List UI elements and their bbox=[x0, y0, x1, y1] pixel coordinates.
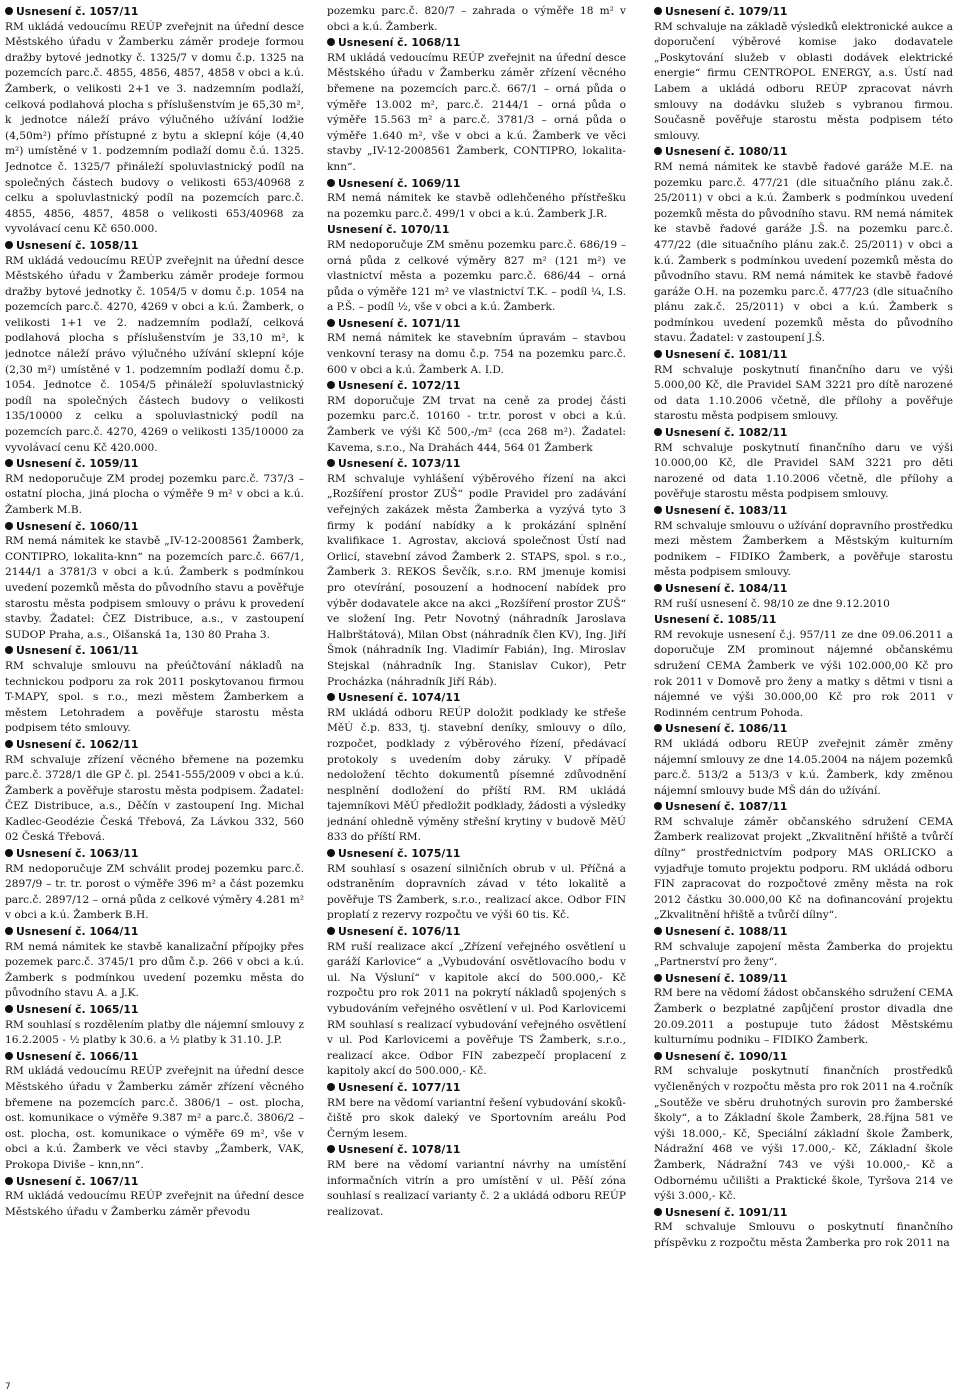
resolution-number: Usnesení č. 1079/11 bbox=[665, 5, 788, 18]
bullet-icon bbox=[654, 927, 662, 935]
resolution-number: Usnesení č. 1060/11 bbox=[16, 519, 139, 533]
bullet-icon bbox=[654, 584, 662, 592]
resolution-item bbox=[5, 1174, 304, 1221]
resolution-text: RM schvaluje záměr občanského sdružení CEMA Žamberk realizovat projekt „Zkvalitnění hřiště a tvůrčí dílny“ prostřednictvím podpory MAS ORLICKO a vyjadřuje tomuto projektu podporu. RM ukládá odboru FIN zapracovat do rozpočtové změny města na rok 2012 částku 30.000,00 Kč na dofinancování projektu „Zkvalitnění hřiště a tvůrčí dílny“. bbox=[654, 815, 953, 922]
bullet-icon bbox=[5, 646, 13, 654]
resolution-heading bbox=[5, 924, 304, 940]
resolution-item bbox=[654, 425, 953, 503]
resolution-number: Usnesení č. 1075/11 bbox=[338, 847, 461, 861]
resolution-heading bbox=[327, 35, 626, 51]
resolution-number: Usnesení č. 1074/11 bbox=[338, 691, 461, 705]
bullet-icon bbox=[654, 350, 662, 358]
resolution-text: RM schvaluje smlouvu na přeúčtování nákladů na technickou podporu za rok 2011 poskytovanou firmou T-MAPY, spol. s r.o., mezi městem Žamberkem a městem Letohradem a pověřuje starostu města podpisem této smlouvy. bbox=[5, 659, 304, 735]
resolution-item bbox=[327, 4, 626, 35]
resolution-heading bbox=[654, 971, 953, 987]
resolution-number: Usnesení č. 1057/11 bbox=[16, 5, 139, 18]
column-2 bbox=[327, 4, 626, 1220]
resolution-heading bbox=[327, 1080, 626, 1096]
resolution-text: RM nemá námitek ke stavebním úpravám – stavbou venkovní terasy na domu č.p. 754 na pozemku parc.č. 600 v obci a k.ú. Žamberk A. I.D. bbox=[327, 332, 626, 376]
resolution-number: Usnesení č. 1068/11 bbox=[338, 36, 461, 50]
resolution-item bbox=[654, 799, 953, 924]
resolution-item bbox=[5, 643, 304, 737]
resolution-heading bbox=[327, 456, 626, 472]
resolution-heading bbox=[327, 1142, 626, 1158]
resolution-text: RM ruší realizace akcí „Zřízení veřejného osvětlení u garáží Karlovice“ a „Vybudování osvětlovacího bodu v ul. Na Výsluní“ v kapitole akcí do 500.000,- Kč rozpočtu pro rok 2011 na pokrytí nákladů spojených s vybudováním veřejného osvětlení v ul. Pod Karlovicemi RM souhlasí s realizací vybudování veřejného osvětlení v ul. Pod Karlovicemi a pověřuje TS Žamberk, s.r.o., realizací akce. Odbor FIN zabezpečí proplacení z kapitoly akcí do 500.000,- Kč. bbox=[327, 940, 626, 1078]
resolution-text: RM ruší usnesení č. 98/10 ze dne 9.12.2010 bbox=[654, 597, 890, 610]
resolution-heading bbox=[5, 1174, 304, 1190]
resolution-text: RM nemá námitek ke stavbě „IV-12-2008561 Žamberk, CONTIPRO, lokalita-knn“ na pozemcích parc.č. 667/1, 2144/1 a 3781/3 v obci a k.ú. Žamberk s podmínkou uvedení pozemků města do původního stavu a pověřuje starostu města podpisem smlouvy o právu k provedení stavby. Žadatel: ČEZ Distribuce, a.s., v zastoupení SUDOP Praha, a.s., Olšanská 1a, 130 80 Praha 3. bbox=[5, 535, 304, 641]
resolution-text: RM ukládá vedoucímu REÚP zveřejnit na úřední desce Městského úřadu v Žamberku záměr zřízení věcného břemene na pozemcích parc.č. 3806/1 – ost. plocha, ost. komunikace o výměře 9.387 m² a parc.č. 3806/2 – ost. plocha, ost. komunikace o výměře 69 m², vše v obci a k.ú. Žamberk ve věci stavby „Žamberk, VAK, Prokopa Diviše – knn,nn“. bbox=[5, 1065, 304, 1171]
bullet-icon bbox=[327, 693, 335, 701]
resolution-text: pozemku parc.č. 820/7 – zahrada o výměře 18 m² v obci a k.ú. Žamberk. bbox=[327, 5, 626, 33]
resolution-number: Usnesení č. 1085/11 bbox=[654, 613, 777, 627]
resolution-heading bbox=[5, 238, 304, 254]
resolution-heading bbox=[654, 347, 953, 363]
resolution-text: RM bere na vědomí variantní řešení vybudování skokůčiště pro skok daleký ve Sportovním areálu Pod Černým lesem. bbox=[327, 1096, 626, 1140]
resolution-number: Usnesení č. 1076/11 bbox=[338, 925, 461, 939]
resolution-item bbox=[327, 924, 626, 1080]
bullet-icon bbox=[5, 1052, 13, 1060]
resolution-item bbox=[5, 456, 304, 518]
resolution-text: RM schvaluje poskytnutí finančního daru ve výši 10.000,00 Kč, dle Pravidel SAM 3221 pro děti narozené od data 1.10.2006 včetně, dle přílohy a pověřuje starostu města podpisem smlouvy. bbox=[654, 441, 953, 501]
resolution-number: Usnesení č. 1091/11 bbox=[665, 1205, 788, 1219]
bullet-icon bbox=[5, 522, 13, 530]
resolution-number: Usnesení č. 1061/11 bbox=[16, 644, 139, 658]
resolution-heading bbox=[327, 316, 626, 332]
resolution-heading bbox=[5, 519, 304, 535]
resolution-text: RM nemá námitek ke stavbě odlehčeného přístřešku na pozemku parc.č. 499/1 v obci a k.ú. Žamberk J.R. bbox=[327, 192, 626, 220]
resolution-number: Usnesení č. 1071/11 bbox=[338, 316, 461, 330]
resolution-item bbox=[654, 4, 953, 144]
resolution-text: RM doporučuje ZM trvat na ceně za prodej části pozemku parc.č. 10160 - tr.tr. porost v obci a k.ú. Žamberk ve výši Kč 500,-/m² (cca 268 m²). Žadatel: Kavema, s.r.o., Na Drahách 444, 564 01 Žamberk bbox=[327, 394, 626, 454]
bullet-icon bbox=[327, 179, 335, 187]
resolution-item bbox=[654, 612, 953, 721]
column-1 bbox=[5, 4, 304, 1220]
resolution-heading bbox=[654, 1049, 953, 1065]
resolution-number: Usnesení č. 1077/11 bbox=[338, 1080, 461, 1094]
resolution-text: RM ukládá vedoucímu REÚP zveřejnit na úřední desce Městského úřadu v Žamberku záměr převodu bbox=[5, 1190, 304, 1218]
resolution-number: Usnesení č. 1088/11 bbox=[665, 925, 788, 939]
resolution-item bbox=[654, 347, 953, 425]
resolution-number: Usnesení č. 1058/11 bbox=[16, 238, 139, 252]
bullet-icon bbox=[5, 1177, 13, 1185]
column-3 bbox=[654, 4, 953, 1252]
page-number: 7 bbox=[5, 1382, 11, 1392]
resolution-item bbox=[327, 316, 626, 378]
resolution-heading bbox=[5, 1002, 304, 1018]
resolution-number: Usnesení č. 1059/11 bbox=[16, 457, 139, 471]
resolution-text: RM schvaluje poskytnutí finančního daru ve výši 5.000,00 Kč, dle Pravidel SAM 3221 pro dítě narozené od data 1.10.2006 včetně, dle přílohy a pověřuje starostu města podpisem smlouvy. bbox=[654, 363, 953, 423]
resolution-text: RM nedoporučuje ZM prodej pozemku parc.č. 737/3 – ostatní plocha, jiná plocha o výměře 9 m² v obci a k.ú. Žamberk M.B. bbox=[5, 472, 304, 516]
resolution-item bbox=[654, 971, 953, 1049]
bullet-icon bbox=[327, 381, 335, 389]
resolution-text: RM ukládá odboru REÚP doložit podklady ke střeše MěÚ č.p. 833, tj. stavební deníky, smlouvy o dílo, rozpočet, podklady z výběrového řízení, předávací protokoly s uvedením doby záruky. V případě nedoložení těchto dokumentů písemné zdůvodnění nesplnění dodložení do příští RM. RM ukládá tajemníkovi MěÚ předložit podklady, žádosti a výsledky jednání ohledně výměny střešní krytiny v budově MěÚ 833 do příští RM. bbox=[327, 706, 626, 844]
resolution-item bbox=[5, 238, 304, 456]
resolution-heading bbox=[654, 425, 953, 441]
resolution-heading bbox=[5, 456, 304, 472]
resolution-number: Usnesení č. 1090/11 bbox=[665, 1049, 788, 1063]
resolution-number: Usnesení č. 1069/11 bbox=[338, 176, 461, 190]
resolution-number: Usnesení č. 1073/11 bbox=[338, 457, 461, 471]
bullet-icon bbox=[654, 506, 662, 514]
resolution-item bbox=[654, 144, 953, 347]
resolution-text: RM schvaluje smlouvu o užívání dopravního prostředku mezi městem Žamberkem a Městským kulturním podnikem – FIDIKO Žamberk, a pověřuje starostu města podpisem smlouvy. bbox=[654, 519, 953, 579]
bullet-icon bbox=[654, 147, 662, 155]
resolution-text: RM souhlasí s osazení silničních obrub v ul. Příčná a odstraněním dopravních závad v této lokalitě a pověřuje TS Žamberk, s.r.o., realizací akce. Odbor FIN proplatí z rezervy rozpočtu ve výši 60 tis. Kč. bbox=[327, 862, 626, 922]
bullet-icon bbox=[654, 802, 662, 810]
resolution-item bbox=[327, 176, 626, 223]
resolution-item bbox=[5, 846, 304, 924]
bullet-icon bbox=[5, 740, 13, 748]
resolution-item bbox=[5, 737, 304, 846]
resolution-number: Usnesení č. 1065/11 bbox=[16, 1003, 139, 1016]
resolution-text: RM souhlasí s rozdělením platby dle nájemní smlouvy z 16.2.2005 - ½ platby k 30.6. a ½ platby k 31.10. J.P. bbox=[5, 1018, 304, 1047]
resolution-number: Usnesení č. 1089/11 bbox=[665, 971, 788, 985]
bullet-icon bbox=[654, 428, 662, 436]
resolution-heading bbox=[327, 222, 626, 238]
bullet-icon bbox=[5, 241, 13, 249]
resolution-text: RM nemá námitek ke stavbě kanalizační přípojky přes pozemek parc.č. 3745/1 pro dům č.p. 266 v obci a k.ú. Žamberk s podmínkou uvedení pozemku města do původního stavu A. a J.K. bbox=[5, 940, 304, 1000]
resolution-heading bbox=[5, 737, 304, 753]
resolution-item bbox=[654, 1049, 953, 1205]
resolution-item bbox=[327, 378, 626, 456]
bullet-icon bbox=[327, 1083, 335, 1091]
resolution-heading bbox=[327, 690, 626, 706]
resolution-heading bbox=[327, 378, 626, 394]
bullet-icon bbox=[5, 849, 13, 857]
resolution-number: Usnesení č. 1086/11 bbox=[665, 722, 788, 736]
bullet-icon bbox=[654, 1052, 662, 1060]
resolution-item bbox=[327, 456, 626, 690]
resolution-text: RM revokuje usnesení č.j. 957/11 ze dne 09.06.2011 a doporučuje ZM prominout nájemné občanskému sdružení CEMA Žamberk ve výši 102.000,00 Kč pro rok 2011 v Domově pro ženy a matky s dětmi v tisni a nájemné ve výši 30.000,00 Kč pro rok 2011 v Rodinném centrum Pohoda. bbox=[654, 628, 953, 719]
resolution-text: RM ukládá vedoucímu REÚP zveřejnit na úřední desce Městského úřadu v Žamberku záměr zřízení věcného břemene na pozemcích parc.č. 667/1 – orná půda o výměře 13.002 m², parc.č. 2144/1 – orná půda o výměře 15.563 m² a parc.č. 3781/3 – orná půda o výměře 1.640 m², vše v obci a k.ú. Žamberk ve věci stavby „IV-12-2008561 Žamberk, CONTIPRO, lokalita-knn“. bbox=[327, 51, 626, 173]
resolution-number: Usnesení č. 1083/11 bbox=[665, 504, 788, 517]
bullet-icon bbox=[5, 1005, 13, 1013]
resolution-text: RM schvaluje poskytnutí finančních prostředků vyčleněných v rozpočtu města pro rok 2011 na 4.ročník „Soutěže ve sběru druhotných surovin pro žamberské školy“, a to Základní škole Žamberk, 28.října 581 ve výši 18.000,- Kč, Speciální základní škole Žamberk, Nádražní 468 ve výši 17.000,- Kč, Základní škole Žamberk, Nádražní 743 ve výši 10.000,- Kč a Odbornému učilišti a Praktické škole, Tyršova 214 ve výši 3.000,- Kč. bbox=[654, 1065, 953, 1203]
resolution-text: RM schvaluje Smlouvu o poskytnutí finančního příspěvku z rozpočtu města Žamberka pro rok 2011 na bbox=[654, 1221, 953, 1249]
bullet-icon bbox=[5, 7, 13, 15]
resolution-number: Usnesení č. 1072/11 bbox=[338, 379, 461, 393]
resolution-item bbox=[5, 1002, 304, 1049]
resolution-text: RM schvaluje zapojení města Žamberka do projektu „Partnerství pro ženy“. bbox=[654, 940, 953, 969]
resolution-text: RM nedoporučuje ZM schválit prodej pozemku parc.č. 2897/9 – tr. tr. porost o výměře 396 m² a část pozemku parc.č. 2897/12 – orná půda z celkové výměry 4.281 m² v obci a k.ú. Žamberk B.H. bbox=[5, 862, 304, 922]
resolution-heading bbox=[5, 846, 304, 862]
resolution-item bbox=[327, 846, 626, 924]
resolution-text: RM schvaluje zřízení věcného břemene na pozemku parc.č. 3728/1 dle GP č. pl. 2541-555/2009 v obci a k.ú. Žamberk a pověřuje starostu města podpisem. Žadatel: ČEZ Distribuce, a.s., Děčín v zastoupení Ing. Michal Kadlec-Geodézie Česká Třebová, Za Lávkou 332, 560 02 Česká Třebová. bbox=[5, 753, 304, 844]
resolution-number: Usnesení č. 1087/11 bbox=[665, 800, 788, 814]
resolution-number: Usnesení č. 1067/11 bbox=[16, 1174, 139, 1188]
resolution-text: RM ukládá odboru REÚP zveřejnit záměr změny nájemní smlouvy ze dne 14.05.2004 na nájem pozemků parc.č. 513/2 a 513/3 v k.ú. Žamberk, kdy změnou nájemní smlouvy bude MŠ dán do užívání. bbox=[654, 737, 953, 797]
resolution-heading bbox=[654, 144, 953, 160]
resolution-item bbox=[654, 1205, 953, 1252]
resolution-number: Usnesení č. 1070/11 bbox=[327, 223, 450, 237]
bullet-icon bbox=[327, 849, 335, 857]
bullet-icon bbox=[5, 927, 13, 935]
resolution-text: RM nedoporučuje ZM směnu pozemku parc.č. 686/19 – orná půda z celkové výměry 827 m² (121 m²) ve vlastnictví města a pozemku parc.č. 686/44 – orná půda o výměře 121 m² ve vlastnictví T.K. – podíl ¼, I.S. a P.Š. – podíl ½, vše v obci a k.ú. Žamberk. bbox=[327, 238, 626, 314]
resolution-item bbox=[327, 35, 626, 175]
bullet-icon bbox=[5, 459, 13, 467]
resolution-number: Usnesení č. 1081/11 bbox=[665, 348, 788, 362]
resolution-text: RM schvaluje na základě výsledků elektronické aukce a doporučení výběrové komise jako dodavatele „Poskytování služeb v oblasti dodávek elektrické energie“ firmu CENTROPOL ENERGY, a.s. Ústí nad Labem a ukládá odboru REÚP zpracovat návrh smlouvy na dodávku služeb s vybranou firmou. Současně pověřuje starostu města podpisem této smlouvy. bbox=[654, 20, 953, 142]
resolution-heading bbox=[654, 1205, 953, 1221]
resolution-number: Usnesení č. 1084/11 bbox=[665, 581, 788, 595]
resolution-heading bbox=[654, 612, 953, 628]
resolution-heading bbox=[5, 4, 304, 20]
resolution-number: Usnesení č. 1080/11 bbox=[665, 145, 788, 159]
resolution-item bbox=[327, 1142, 626, 1220]
resolution-number: Usnesení č. 1064/11 bbox=[16, 925, 139, 939]
bullet-icon bbox=[327, 459, 335, 467]
resolution-item bbox=[654, 503, 953, 581]
resolution-heading bbox=[654, 721, 953, 737]
resolution-item bbox=[327, 1080, 626, 1142]
bullet-icon bbox=[327, 1145, 335, 1153]
resolution-heading bbox=[654, 4, 953, 20]
resolution-text: RM nemá námitek ke stavbě řadové garáže M.E. na pozemku parc.č. 477/21 (dle situačního plánu zak.č. 25/2011) v obci a k.ú. Žamberk s podmínkou uvedení pozemků města do původního stavu. RM nemá námitek ke stavbě řadové garáže J.Š. na pozemku parc.č. 477/22 (dle situačního plánu zak.č. 25/2011) v obci a k.ú. Žamberk s podmínkou uvedení pozemků města do původního stavu. RM nemá námitek ke stavbě řadové garáže O.H. na pozemku parc.č. 477/23 (dle situačního plánu zak.č. 25/2011) v obci a k.ú. Žamberk s podmínkou uvedení pozemků města do původního stavu. Žadatel: v zastoupení J.Š. bbox=[654, 160, 953, 345]
bullet-icon bbox=[327, 927, 335, 935]
resolution-item bbox=[5, 4, 304, 238]
resolution-number: Usnesení č. 1063/11 bbox=[16, 847, 139, 861]
resolution-text: RM ukládá vedoucímu REÚP zveřejnit na úřední desce Městského úřadu v Žamberku záměr prodeje formou dražby bytové jednotky č. 1325/7 v domu č.p. 1325 na pozemcích parc.č. 4855, 4856, 4857, 4858 v obci a k.ú. Žamberk, o velikosti 2+1 ve 3. nadzemním podlaží, celková podlahová plocha s příslušenstvím je 65,30 m², k jednotce náleží právo výlučného užívání lodžie (4,50m²) přímo přístupné z bytu a sklepní kóje (4,40 m²) umístěné v 1. podzemním podlaží domu č.ú. 1325. Jednotce č. 1325/7 přináleží spoluvlastnický podíl na společných částech budovy o velikosti 653/40968 z celku a spoluvlastnický podíl na pozemcích parc.č. 4855, 4856, 4857, 4858 o velikosti 653/40968 za vyvolávací cenu Kč 650.000. bbox=[5, 20, 304, 236]
resolution-item bbox=[654, 924, 953, 971]
bullet-icon bbox=[654, 1208, 662, 1216]
resolution-heading bbox=[654, 924, 953, 940]
resolution-number: Usnesení č. 1062/11 bbox=[16, 737, 139, 751]
resolution-heading bbox=[654, 581, 953, 597]
resolution-number: Usnesení č. 1066/11 bbox=[16, 1049, 139, 1063]
resolution-item bbox=[654, 721, 953, 799]
resolution-item bbox=[5, 519, 304, 644]
resolution-number: Usnesení č. 1078/11 bbox=[338, 1143, 461, 1157]
bullet-icon bbox=[654, 7, 662, 15]
resolution-item bbox=[5, 1049, 304, 1174]
resolution-heading bbox=[327, 176, 626, 192]
resolution-item bbox=[654, 581, 953, 612]
resolution-item bbox=[327, 690, 626, 846]
resolution-text: RM bere na vědomí variantní návrhy na umístění informačních vitrín a pro umístění v ul. Pěší zóna souhlasí s realizací varianty č. 2 a ukládá odboru REÚP realizovat. bbox=[327, 1158, 626, 1218]
resolution-heading bbox=[654, 503, 953, 519]
resolution-heading bbox=[5, 1049, 304, 1065]
resolution-heading bbox=[5, 643, 304, 659]
resolution-item bbox=[327, 222, 626, 316]
bullet-icon bbox=[327, 38, 335, 46]
bullet-icon bbox=[654, 724, 662, 732]
resolution-heading bbox=[327, 924, 626, 940]
resolution-heading bbox=[654, 799, 953, 815]
resolution-item bbox=[5, 924, 304, 1002]
resolution-heading bbox=[327, 846, 626, 862]
bullet-icon bbox=[654, 974, 662, 982]
resolution-text: RM schvaluje vyhlášení výběrového řízení na akci „Rozšíření prostor ZUŠ“ podle Pravidel pro zadávání veřejných zakázek města Žamberka a vyzývá tyto 3 firmy k podání nabídky a k prokázání splnění kvalifikace 1. Agrostav, akciová společnost Ústí nad Orlicí, stavební závod Žamberk 2. STAPS, spol. s r.o., Žamberk 3. REKOS Ševčík, s.r.o. RM jmenuje komisi pro otevírání, posouzení a hodnocení nabídek pro výběr dodavatele akce na akci „Rozšíření prostor ZUŠ“ ve složení Ing. Petr Novotný (náhradník Jaroslava Halbrštátová), Milan Obst (náhradník člen KV), Ing. Jiří Šmok (náhradník Ing. Vladimír Fabián), Ing. Miroslav Stejskal (náhradník Ing. Stanislav Cukor), Petr Procházka (náhradník Jiří Ráb). bbox=[327, 472, 626, 688]
resolution-text: RM ukládá vedoucímu REÚP zveřejnit na úřední desce Městského úřadu v Žamberku záměr prodeje formou dražby bytové jednotky č. 1054/5 v domu č.p. 1054 na pozemcích parc.č. 4270, 4269 v obci a k.ú. Žamberk, o velikosti 1+1 ve 2. nadzemním podlaží, celková podlahová plocha s příslušenstvím je 33,10 m², k jednotce náleží právo výlučného užívání sklepní kóje (2,30 m²) umístěné v 1. podzemním podlaží domu č.p. 1054. Jednotce č. 1054/5 přináleží spoluvlastnický podíl na společných částech budovy o velikosti 135/10000 z celku a spoluvlastnický podíl na pozemcích parc.č. 4270, 4269 o velikosti 135/10000 za vyvolávací cenu Kč 420.000. bbox=[5, 254, 304, 454]
resolution-text: RM bere na vědomí žádost občanského sdružení CEMA Žamberk o bezplatné zapůjčení prostor divadla dne 20.09.2011 a postupuje tuto žádost Městskému kulturnímu podniku – FIDIKO Žamberk. bbox=[654, 987, 953, 1047]
resolution-number: Usnesení č. 1082/11 bbox=[665, 426, 788, 440]
bullet-icon bbox=[327, 319, 335, 327]
